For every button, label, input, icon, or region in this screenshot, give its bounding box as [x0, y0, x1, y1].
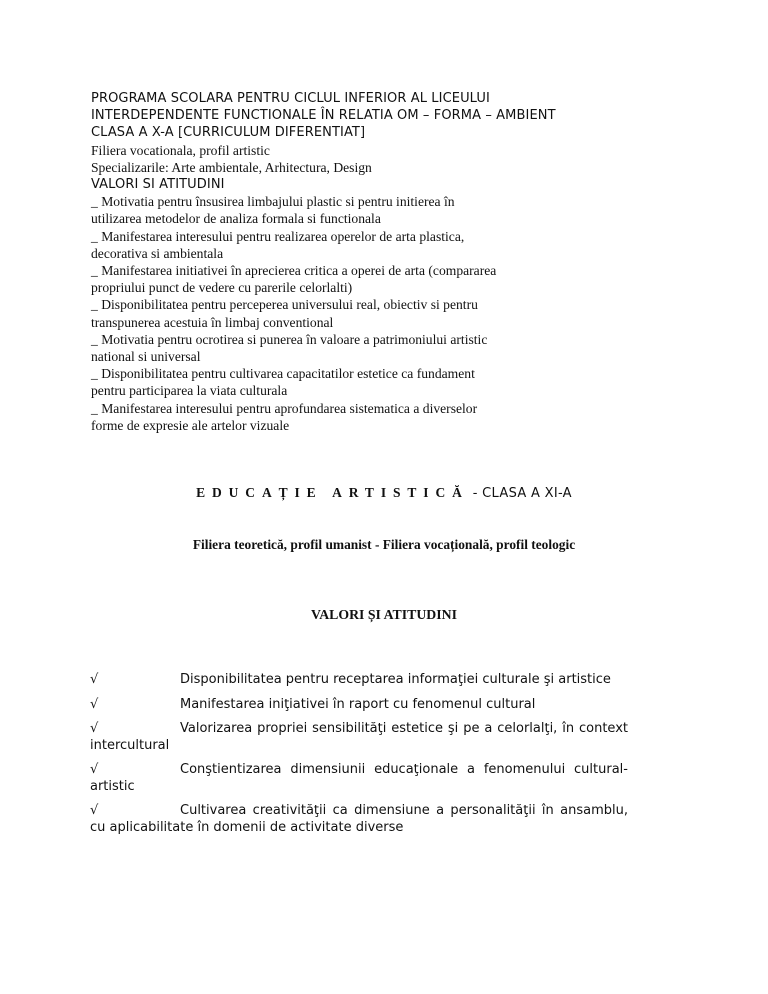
text-line: transpunerea acestuia în limbaj conventional	[91, 314, 334, 330]
text-line: pentru participarea la viata culturala	[91, 383, 288, 399]
values-title: VALORI ȘI ATITUDINI	[311, 607, 457, 622]
text-line: INTERDEPENDENTE FUNCTIONALE ÎN RELATIA OM – FORMA – AMBIENT	[91, 108, 556, 124]
value-item	[90, 803, 628, 836]
text-line: _ Manifestarea interesului pentru aprofundarea sistematica a diverselor	[91, 400, 478, 416]
text-line: _ Motivatia pentru ocrotirea si punerea în valoare a patrimoniului artistic	[91, 331, 488, 347]
text-line: VALORI SI ATITUDINI	[91, 177, 225, 193]
value-item-text: Valorizarea propriei sensibilităţi estetice şi pe a celorlalţi, în context intercultural	[90, 721, 628, 753]
value-item	[90, 762, 628, 795]
value-item-text: Disponibilitatea pentru receptarea informaţiei culturale şi artistice	[180, 672, 611, 687]
text-line: Filiera vocationala, profil artistic	[91, 142, 270, 158]
text-line: national si universal	[91, 349, 201, 365]
value-item	[90, 721, 628, 754]
text-line: propriului punct de vedere cu parerile celorlalti)	[91, 280, 353, 296]
checkmark-icon: √	[90, 762, 99, 777]
text-line: _ Disponibilitatea pentru cultivarea capacitatilor estetice ca fundament	[91, 366, 475, 382]
text-line: _ Disponibilitatea pentru perceperea universului real, obiectiv si pentru	[91, 297, 478, 313]
education-heading-title: EDUCAȚIE ARTISTICĂ	[196, 485, 469, 500]
value-item-text: Conştientizarea dimensiunii educaţionale a fenomenului cultural-artistic	[90, 762, 628, 794]
value-item-text: Manifestarea iniţiativei în raport cu fenomenul cultural	[180, 696, 536, 712]
text-line: decorativa si ambientala	[91, 245, 224, 261]
education-heading-class: - CLASA A XI-A	[472, 486, 572, 501]
text-line: CLASA A X-A [CURRICULUM DIFERENTIAT]	[91, 125, 366, 141]
education-heading	[0, 484, 768, 502]
text-line: forme de expresie ale artelor vizuale	[91, 417, 290, 433]
text-line: utilizarea metodelor de analiza formala si functionala	[91, 211, 381, 227]
checkmark-icon: √	[90, 721, 99, 736]
filiera-line: Filiera teoretică, profil umanist - Filiera vocațională, profil teologic	[192, 537, 576, 552]
checkmark-icon: √	[90, 803, 99, 818]
value-item	[90, 672, 628, 689]
text-line: _ Manifestarea interesului pentru realizarea operelor de arta plastica,	[91, 228, 465, 244]
value-item-text: Cultivarea creativităţii ca dimensiune a personalităţii în ansamblu, cu aplicabilitate în domenii de activitate diverse	[90, 803, 628, 835]
text-line: _ Motivatia pentru însusirea limbajului plastic si pentru initierea în	[91, 194, 455, 210]
text-line: Specializarile: Arte ambientale, Arhitectura, Design	[91, 159, 372, 175]
value-item	[90, 697, 628, 714]
values-list	[90, 672, 628, 844]
checkmark-icon: √	[90, 696, 99, 712]
text-line: _ Manifestarea initiativei în aprecierea critica a operei de arta (compararea	[91, 263, 497, 279]
curriculum-section-class-x	[91, 90, 651, 434]
text-line: PROGRAMA SCOLARA PENTRU CICLUL INFERIOR AL LICEULUI	[91, 91, 490, 106]
checkmark-icon: √	[90, 672, 99, 687]
